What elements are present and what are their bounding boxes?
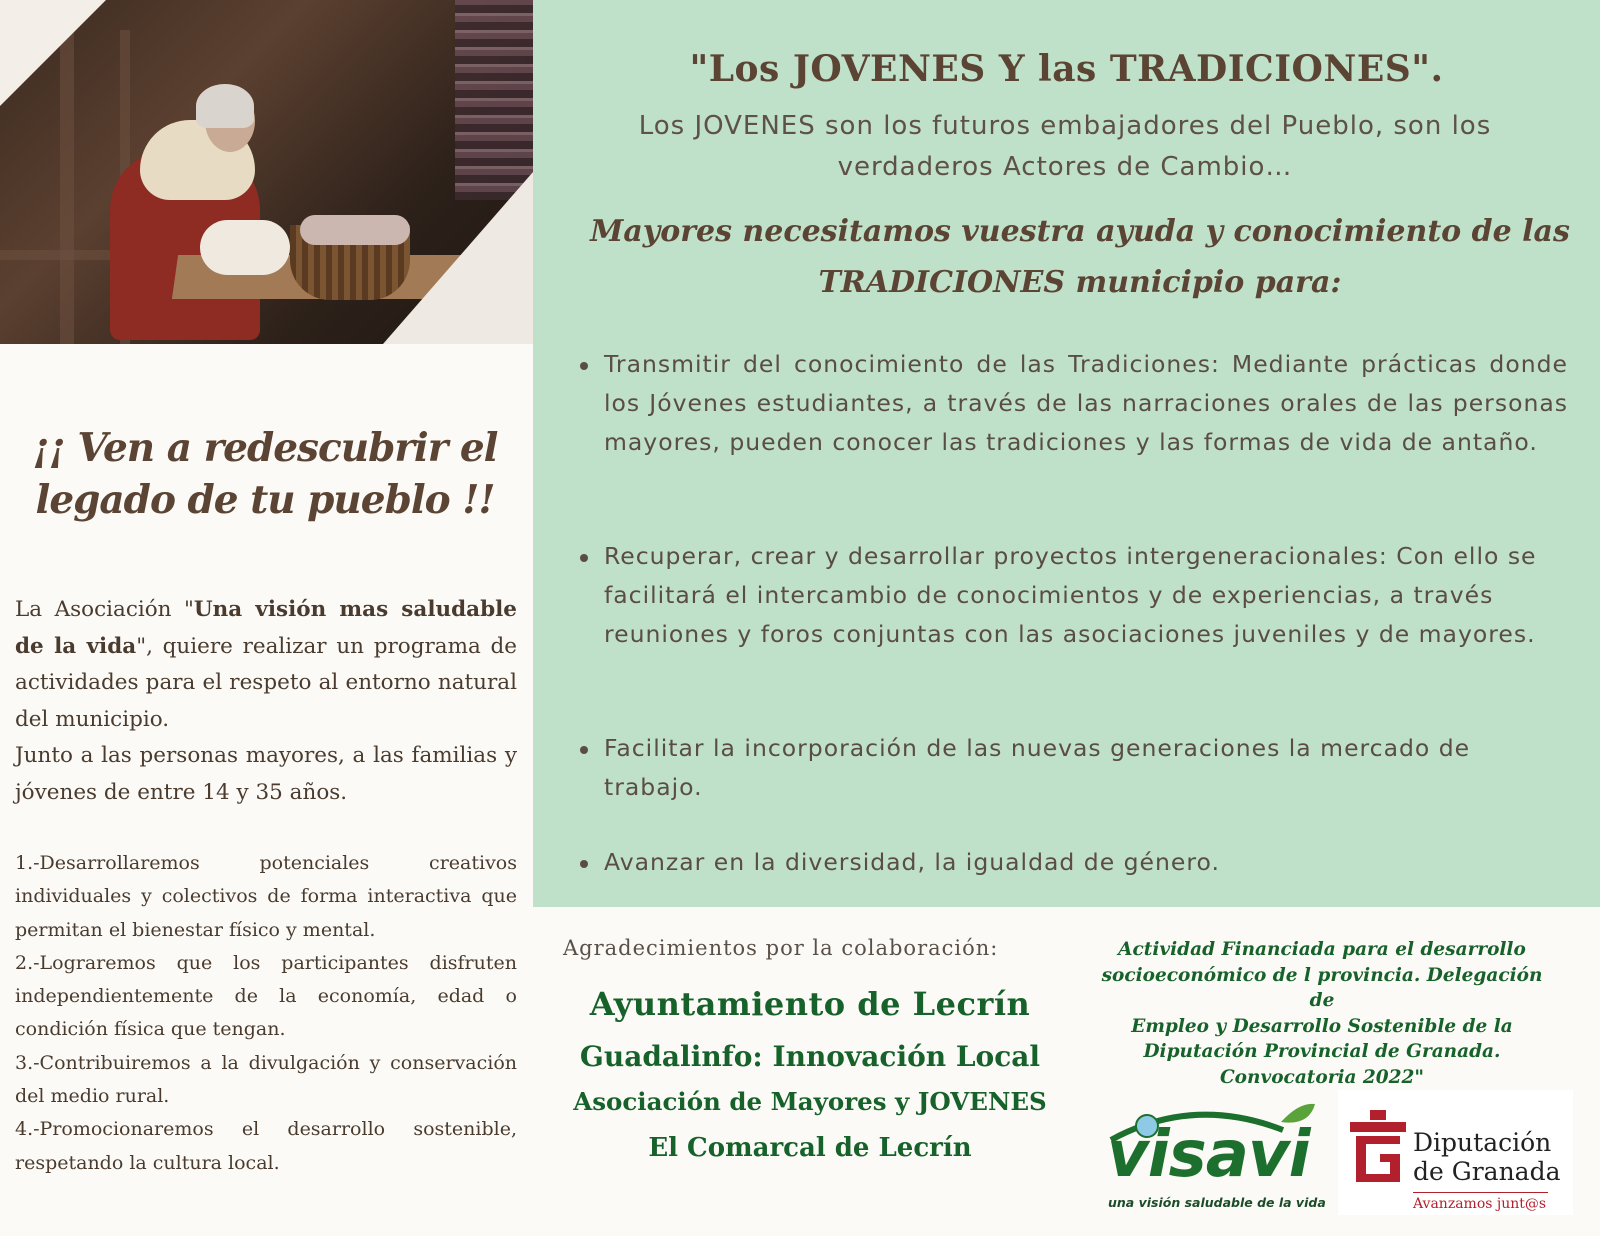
thanks-label: Agradecimientos por la colaboración: (563, 936, 999, 960)
org-guadalinfo: Guadalinfo: Innovación Local (579, 1040, 1041, 1073)
intro-text: La Asociación " (15, 597, 194, 622)
need-statement (560, 206, 1600, 308)
list-item (578, 537, 1568, 654)
corner-triangle-bottom-right (383, 172, 533, 344)
intro-text: ", quiere realizar un programa de actividades para el respeto al entorno natural del municipio. (15, 633, 517, 732)
need-line-1: Mayores necesitamos vuestra ayuda y conocimiento de las (590, 214, 1570, 249)
list-item (578, 729, 1568, 807)
subtitle: Los JOVENES son los futuros embajadores del Pueblo, son los verdaderos Actores de Cambio… (638, 111, 1492, 182)
goal-item: 1.-Desarrollaremos potenciales creativos individuales y colectivos de forma interactiva que permitan el bienestar físico y mental. (15, 852, 517, 941)
hanging-rug (455, 0, 533, 200)
bullet-icon (580, 746, 588, 754)
program-goals (15, 847, 517, 1180)
bullet-icon (580, 860, 588, 868)
bullet-text: Facilitar la incorporación de las nuevas generaciones la mercado de trabajo. (604, 734, 1471, 801)
funding-line: Diputación Provincial de Granada. (1143, 1041, 1501, 1062)
org-comarcal: El Comarcal de Lecrín (648, 1133, 972, 1163)
cloth (200, 220, 290, 275)
diputacion-name-line2: de Granada (1413, 1157, 1561, 1186)
funding-line: Empleo y Desarrollo Sostenible de la (1131, 1015, 1513, 1037)
bullet-text: Recuperar, crear y desarrollar proyectos intergeneracionales: Con ello se facilitará el intercambio de conocimientos y de experiencias, a través reuniones y foros conjuntas con las asociaciones juveniles y de mayores. (604, 542, 1537, 648)
diputacion-tagline: Avanzamos junt@s (1413, 1196, 1547, 1212)
goal-item: 2.-Lograremos que los participantes disfruten independientemente de la economía, edad o condición física que tengan. (15, 951, 517, 1041)
list-item (578, 345, 1568, 462)
org-ayuntamiento: Ayuntamiento de Lecrín (589, 985, 1031, 1023)
org-asociacion: Asociación de Mayores y JOVENES (573, 1087, 1047, 1116)
bullet-text: Avanzar en la diversidad, la igualdad de género. (604, 848, 1220, 876)
bullet-text: Transmitir del conocimiento de las Tradiciones: Mediante prácticas donde los Jóvenes estudiantes, a través de las narraciones orales de las personas mayores, pueden conocer las tradiciones y las formas de vida de antaño. (604, 350, 1568, 456)
slogan (30, 422, 500, 526)
funding-note (1092, 937, 1552, 1090)
goal-item: 3.-Contribuiremos a la divulgación y conservación del medio rural. (15, 1051, 517, 1108)
slogan-line-2: legado de tu pueblo !! (35, 477, 495, 523)
slogan-line-1: ¡¡ Ven a redescubrir el (32, 425, 498, 471)
association-name: Una visión mas saludable de la vida (15, 597, 517, 659)
funding-line: Convocatoria 2022" (1219, 1066, 1425, 1088)
bullet-icon (580, 554, 588, 562)
goal-item: 4.-Promocionaremos el desarrollo sostenible, respetando la cultura local. (15, 1118, 517, 1174)
page-title: "Los JOVENES Y las TRADICIONES". (689, 48, 1444, 90)
woman-hair (196, 84, 254, 128)
funding-line: Actividad Financiada para el desarrollo (1118, 939, 1526, 960)
visavi-wordmark: visavi (1107, 1118, 1310, 1192)
diputacion-g-icon (1350, 1110, 1406, 1192)
diputacion-name-line1: Diputación (1413, 1128, 1552, 1157)
funding-line: socioeconómico de l provincia. Delegación de (1101, 964, 1543, 1011)
association-intro (15, 592, 517, 811)
corner-triangle-top-left (0, 0, 106, 106)
bullet-icon (580, 362, 588, 370)
intro-audience: Junto a las personas mayores, a las familias y jóvenes de entre 14 y 35 años. (15, 743, 517, 805)
list-item (578, 843, 1568, 882)
hero-photo-weaver (0, 0, 533, 344)
diputacion-divider (1413, 1192, 1548, 1193)
need-line-2: TRADICIONES municipio para: (818, 265, 1342, 300)
visavi-tagline: una visión saludable de la vida (1108, 1195, 1326, 1210)
